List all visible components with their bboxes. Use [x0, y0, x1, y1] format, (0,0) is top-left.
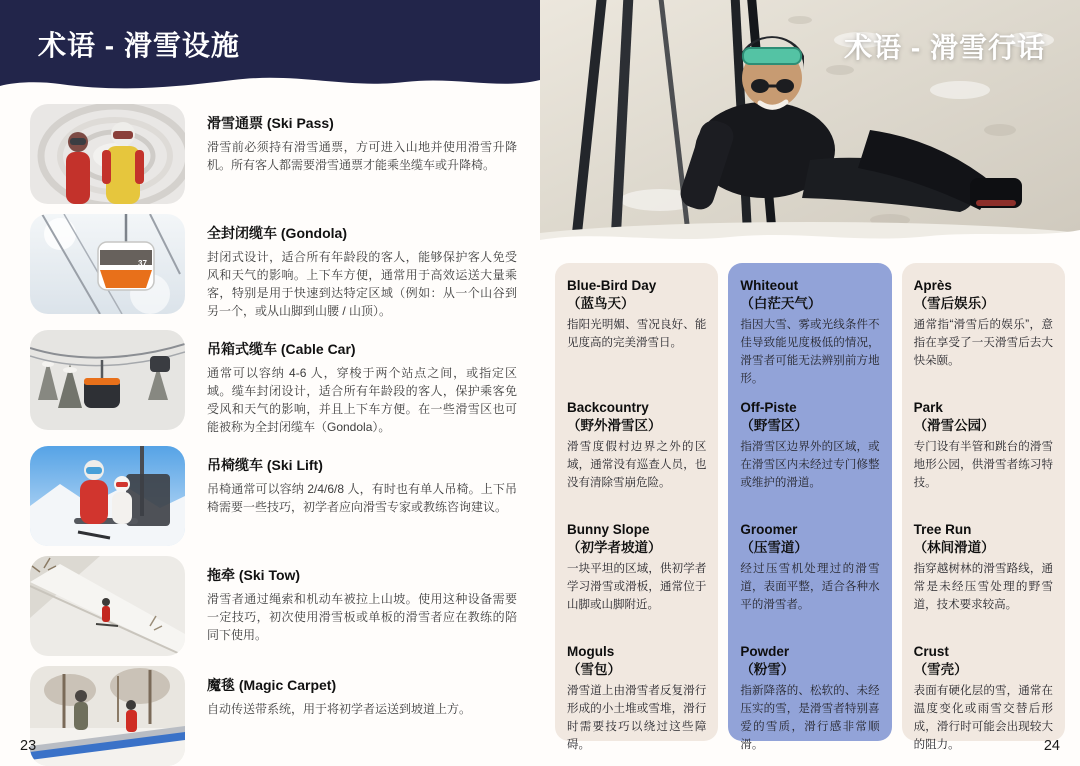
term-cn: （蓝鸟天） — [567, 295, 635, 311]
term-cn: （雪后娱乐） — [913, 295, 995, 311]
list-item-gondola — [30, 214, 522, 320]
item-text-block — [207, 214, 517, 320]
item-title: 拖牵 (Ski Tow) — [207, 567, 301, 583]
term-entry-blue-bird-day — [567, 277, 706, 399]
term-card-column-1 — [555, 263, 718, 752]
term-entry-park — [914, 399, 1053, 521]
item-text-block — [207, 666, 517, 766]
page-title-facilities: 术语 - 滑雪设施 — [38, 30, 240, 61]
term-en: Bunny Slope — [567, 522, 650, 537]
item-text-block — [207, 446, 517, 546]
term-entry-off-piste — [740, 399, 879, 521]
term-en: Backcountry — [567, 400, 649, 415]
term-description: 滑雪道上由滑雪者反复滑行形成的小土堆或雪堆，滑行时需要技巧以绕过这些障碍。 — [567, 684, 707, 752]
term-entry-groomer — [740, 521, 879, 643]
term-cn: （野外滑雪区） — [567, 417, 662, 433]
item-description: 自动传送带系统，用于将初学者运送到坡道上方。 — [207, 702, 472, 716]
page-number-right: 24 — [1043, 738, 1060, 754]
term-entry-moguls — [567, 643, 706, 754]
item-title: 全封闭缆车 (Gondola) — [207, 225, 347, 241]
term-entry-backcountry — [567, 399, 706, 521]
term-description: 表面有硬化层的雪，通常在温度变化或雨雪交替后形成，滑行时可能会出现较大的阻力。 — [913, 684, 1053, 752]
item-text-block — [207, 330, 517, 436]
gondola-cabin-photo — [30, 214, 185, 314]
term-entry-bunny-slope — [567, 521, 706, 643]
term-cn: （初学者坡道） — [567, 539, 662, 555]
term-description: 指因大雪、雾或光线条件不佳导致能见度极低的情况，滑雪者可能无法辨别前方地形。 — [740, 318, 880, 386]
term-description: 指阳光明媚、雪况良好、能见度高的完美滑雪日。 — [567, 318, 707, 349]
item-description: 滑雪前必须持有滑雪通票，方可进入山地并使用滑雪升降机。所有客人都需要滑雪通票才能乘坐缆车或升降椅。 — [207, 140, 517, 172]
page-number-left: 23 — [20, 738, 37, 754]
term-description: 指新降落的、松软的、未经压实的雪，是滑雪者特别喜爱的雪质，滑行感非常顺滑。 — [740, 684, 880, 752]
page-title-jargon: 术语 - 滑雪行话 — [844, 32, 1046, 63]
term-en: Blue-Bird Day — [567, 278, 657, 293]
term-cn: （雪壳） — [913, 661, 968, 677]
term-entry-crust — [914, 643, 1053, 754]
term-card-column-2 — [728, 263, 891, 752]
photo-bottom-wave — [540, 224, 1080, 250]
term-en: Whiteout — [740, 278, 799, 293]
term-description: 指穿越树林的滑雪路线，通常是未经压雪处理的野雪道，技术要求较高。 — [913, 562, 1053, 611]
term-description: 指滑雪区边界外的区域，或在滑雪区内未经过专门修整或维护的滑道。 — [740, 440, 880, 489]
term-cn: （粉雪） — [740, 661, 795, 677]
term-en: Tree Run — [913, 522, 972, 537]
term-cn: （野雪区） — [740, 417, 808, 433]
item-text-block — [207, 104, 517, 204]
chairlift-family-photo — [30, 446, 185, 546]
term-description: 通常指“滑雪后的娱乐”，意指在享受了一天滑雪后去大快朵颐。 — [913, 318, 1053, 367]
term-entry-whiteout — [740, 277, 879, 399]
term-en: Groomer — [740, 522, 798, 537]
item-text-block — [207, 556, 517, 656]
item-title: 魔毯 (Magic Carpet) — [207, 677, 337, 693]
term-cn: （雪包） — [567, 661, 621, 677]
term-description: 一块平坦的区域，供初学者学习滑雪或滑板，通常位于山脚或山脚附近。 — [567, 562, 707, 611]
term-en: Off-Piste — [740, 400, 797, 415]
facility-list — [30, 104, 522, 766]
item-title: 滑雪通票 (Ski Pass) — [207, 115, 334, 131]
list-item-magic-carpet — [30, 666, 522, 766]
item-title: 吊箱式缆车 (Cable Car) — [207, 341, 356, 357]
term-en: Park — [913, 400, 943, 415]
magic-carpet-photo — [30, 666, 185, 766]
item-title: 吊椅缆车 (Ski Lift) — [207, 457, 323, 473]
term-en: Après — [913, 278, 952, 293]
term-entry-tree-run — [914, 521, 1053, 643]
svg-text:37: 37 — [138, 259, 147, 268]
list-item-ski-pass — [30, 104, 522, 204]
term-entry-powder — [740, 643, 879, 754]
skier-sitting-in-snow-photo — [540, 0, 1080, 250]
skiers-in-tunnel-photo — [30, 104, 185, 204]
term-description: 专门设有半管和跳台的滑雪地形公园，供滑雪者练习特技。 — [913, 440, 1053, 489]
term-entry-apres — [914, 277, 1053, 399]
term-en: Powder — [740, 644, 790, 659]
term-cn: （滑雪公园） — [913, 417, 995, 433]
term-description: 经过压雪机处理过的滑雪道，表面平整，适合各种水平的滑雪者。 — [740, 562, 880, 611]
term-description: 滑雪度假村边界之外的区域，通常没有巡查人员，也没有清除雪崩危险。 — [567, 440, 707, 489]
ski-tow-slope-photo — [30, 556, 185, 656]
cable-car-forest-photo — [30, 330, 185, 430]
right-page — [540, 0, 1080, 766]
list-item-ski-tow — [30, 556, 522, 656]
term-en: Crust — [913, 644, 949, 659]
term-cn: （林间滑道） — [913, 539, 995, 555]
list-item-cable-car — [30, 330, 522, 436]
term-cn: （压雪道） — [740, 539, 808, 555]
item-description: 滑雪者通过绳索和机动车被拉上山坡。使用这种设备需要一定技巧，初次使用滑雪板或单板的滑雪者应在教练的陪同下使用。 — [207, 592, 517, 642]
item-description: 封闭式设计，适合所有年龄段的客人，能够保护客人免受风和天气的影响。上下车方便，通常用于高效运送大量乘客，特别是用于快速到达特定区域（例如：从一个山谷到另一个，或从山脚到山腰 / 山顶）。 — [207, 250, 517, 318]
term-en: Moguls — [567, 644, 615, 659]
item-description: 通常可以容纳 4-6 人，穿梭于两个站点之间，或指定区域。缆车封闭设计，适合所有年龄段的客人，保护乘客免受风和天气的影响，并且上下车方便。在一些滑雪区也可能被称为全封闭缆车（Gondola）。 — [207, 366, 517, 434]
list-item-ski-lift — [30, 446, 522, 546]
item-description: 吊椅通常可以容纳 2/4/6/8 人，有时也有单人吊椅。上下吊椅需要一些技巧，初学者应向滑雪专家或教练咨询建议。 — [207, 482, 517, 514]
left-header-banner — [0, 0, 540, 96]
term-cn: （白茫天气） — [740, 295, 822, 311]
